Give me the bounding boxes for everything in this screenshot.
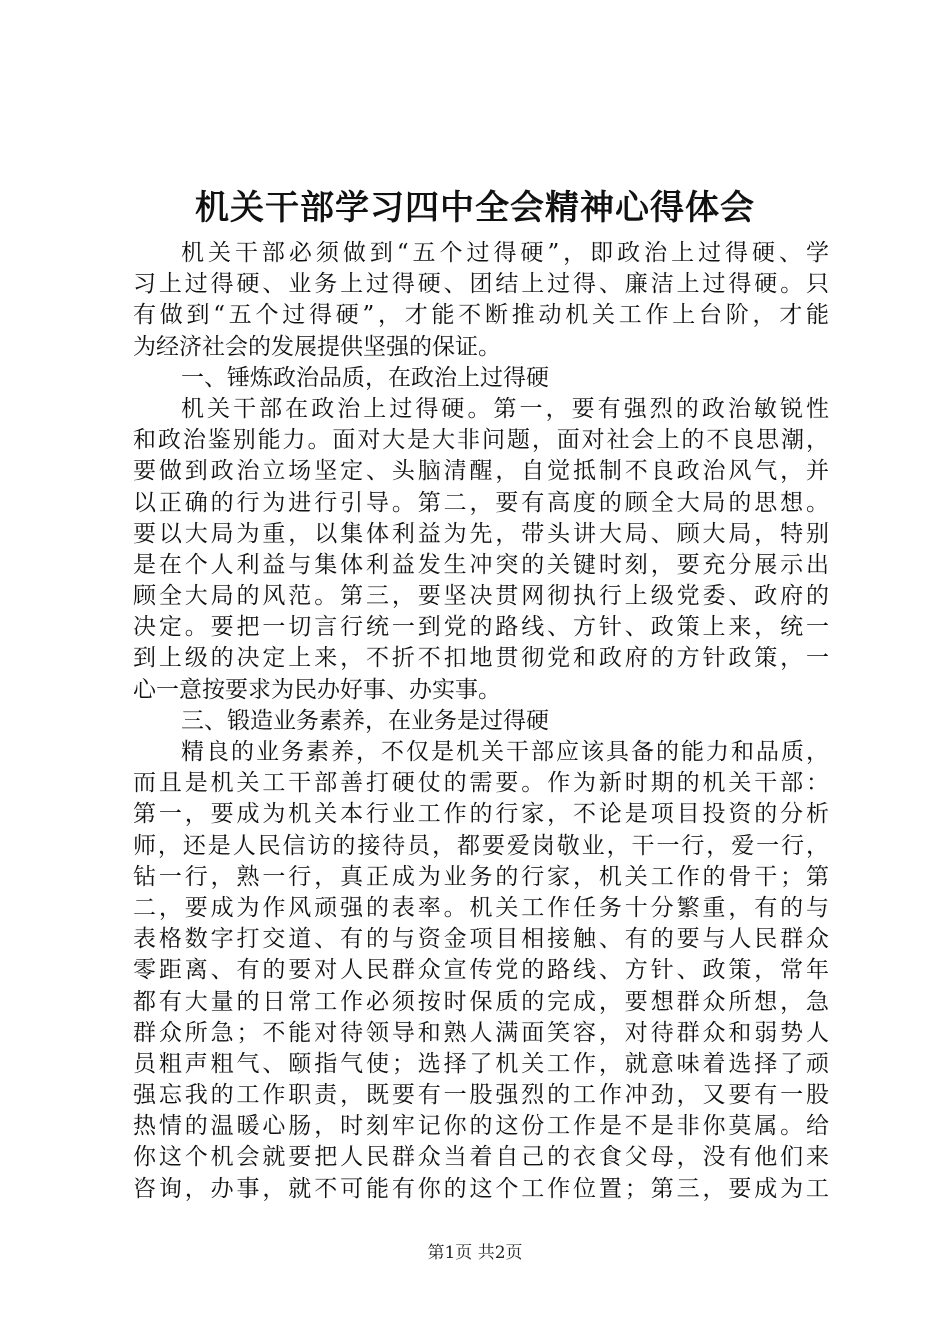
paragraph-line: 员粗声粗气、颐指气使；选择了机关工作，就意味着选择了顽 — [133, 1050, 829, 1077]
paragraph-line: 顾全大局的风范。第三，要坚决贯网彻执行上级党委、政府的 — [133, 583, 829, 610]
paragraph-line: 你这个机会就要把人民群众当着自己的衣食父母，没有他们来 — [133, 1144, 829, 1171]
section-heading: 一、锤炼政治品质，在政治上过得硬 — [181, 364, 549, 391]
paragraph-line: 热情的温暖心肠，时刻牢记你的这份工作是不是非你莫属。给 — [133, 1113, 829, 1140]
paragraph-line: 有做到“五个过得硬”，才能不断推动机关工作上台阶，才能 — [133, 302, 829, 329]
paragraph-line: 机关干部在政治上过得硬。第一，要有强烈的政治敏锐性 — [181, 395, 829, 422]
section-heading: 三、锻造业务素养，在业务是过得硬 — [181, 707, 549, 734]
paragraph-line: 决定。要把一切言行统一到党的路线、方针、政策上来，统一 — [133, 614, 829, 641]
paragraph-line: 钻一行，熟一行，真正成为业务的行家，机关工作的骨干；第 — [133, 863, 829, 890]
paragraph-line: 第一，要成为机关本行业工作的行家，不论是项目投资的分析 — [133, 801, 829, 828]
paragraph-line: 到上级的决定上来，不折不扣地贯彻党和政府的方针政策，一 — [133, 645, 829, 672]
paragraph-line: 精良的业务素养，不仅是机关干部应该具备的能力和品质， — [181, 739, 829, 765]
paragraph-line: 机关干部必须做到“五个过得硬”，即政治上过得硬、学 — [181, 240, 829, 266]
paragraph-line: 是在个人利益与集体利益发生冲突的关键时刻，要充分展示出 — [133, 551, 829, 578]
document-title: 机关干部学习四中全会精神心得体会 — [195, 188, 755, 228]
paragraph-line: 师，还是人民信访的接待员，都要爱岗敬业，干一行，爱一行， — [133, 832, 829, 859]
paragraph-line: 为经济社会的发展提供坚强的保证。 — [133, 333, 501, 360]
paragraph-line: 和政治鉴别能力。面对大是大非问题，面对社会上的不良思潮， — [133, 427, 829, 454]
paragraph-line: 习上过得硬、业务上过得硬、团结上过得、廉洁上过得硬。只 — [133, 271, 829, 298]
paragraph-line: 而且是机关工干部善打硬仗的需要。作为新时期的机关干部： — [133, 770, 829, 797]
paragraph-line: 零距离、有的要对人民群众宣传党的路线、方针、政策，常年 — [133, 957, 829, 984]
paragraph-line: 强忘我的工作职责，既要有一股强烈的工作冲劲，又要有一股 — [133, 1082, 829, 1109]
paragraph-line: 都有大量的日常工作必须按时保质的完成，要想群众所想，急 — [133, 988, 829, 1015]
paragraph-line: 群众所急；不能对待领导和熟人满面笑容，对待群众和弱势人 — [133, 1019, 829, 1046]
paragraph-line: 要以大局为重，以集体利益为先，带头讲大局、顾大局，特别 — [133, 520, 829, 547]
page-number-footer: 第1页 共2页 — [427, 1243, 523, 1263]
paragraph-line: 以正确的行为进行引导。第二，要有高度的顾全大局的思想。 — [133, 489, 829, 516]
paragraph-line: 咨询，办事，就不可能有你的这个工作位置；第三，要成为工 — [133, 1175, 829, 1202]
paragraph-line: 要做到政治立场坚定、头脑清醒，自觉抵制不良政治风气，并 — [133, 458, 829, 485]
paragraph-line: 心一意按要求为民办好事、办实事。 — [133, 676, 501, 703]
paragraph-line: 二，要成为作风顽强的表率。机关工作任务十分繁重，有的与 — [133, 894, 829, 921]
document-body — [133, 238, 829, 1205]
paragraph-line: 表格数字打交道、有的与资金项目相接触、有的要与人民群众 — [133, 926, 829, 953]
